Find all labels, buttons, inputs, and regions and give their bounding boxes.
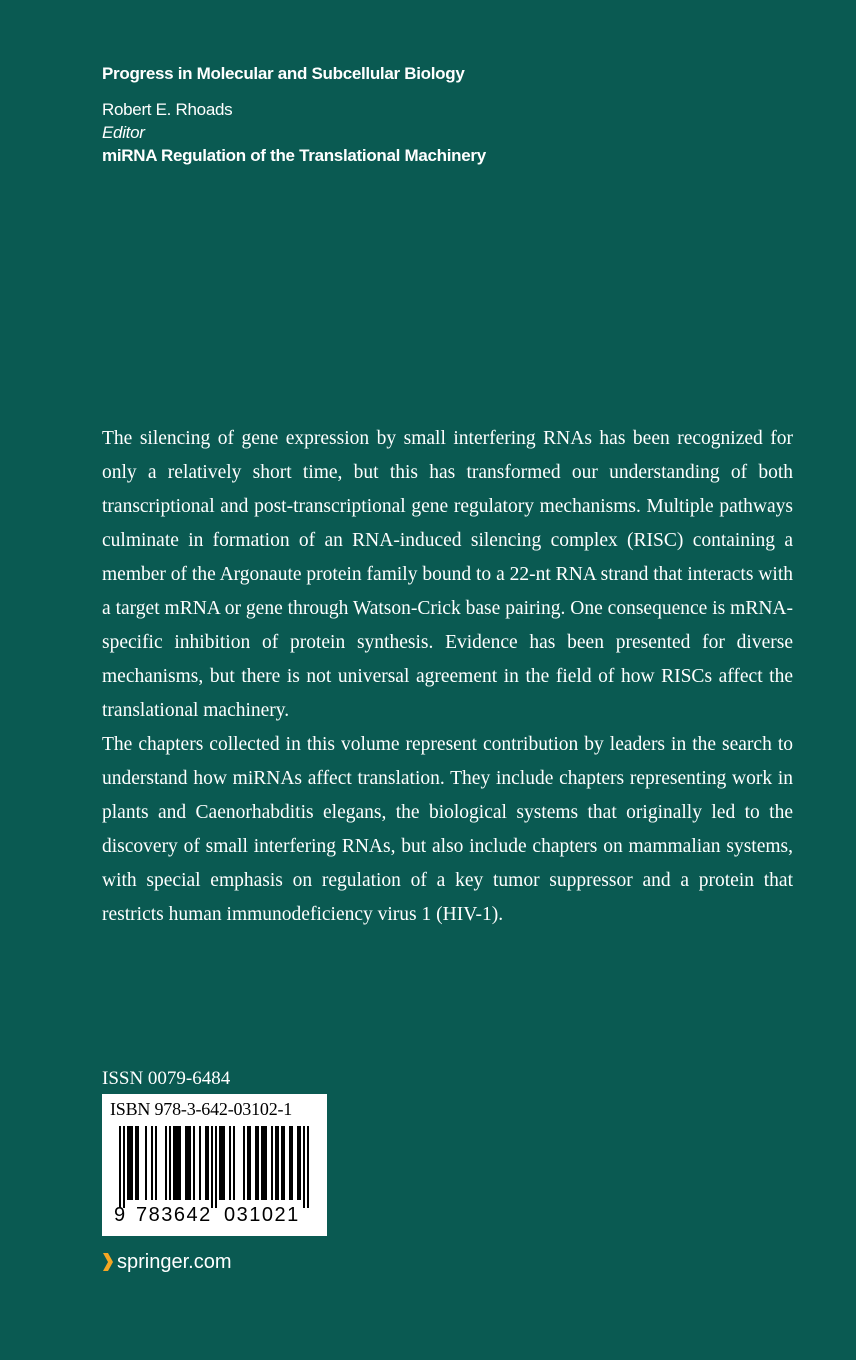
barcode-bar xyxy=(137,1126,139,1200)
barcode-bar xyxy=(275,1126,277,1200)
barcode-bar xyxy=(219,1126,221,1200)
barcode-bar xyxy=(243,1126,245,1200)
barcode-bar xyxy=(223,1126,225,1200)
barcode-bar xyxy=(297,1126,299,1200)
barcode-guard-bar xyxy=(123,1126,125,1208)
barcode-bar xyxy=(233,1126,235,1200)
barcode-bar xyxy=(173,1126,175,1200)
barcode-bar xyxy=(247,1126,249,1200)
barcode-bar xyxy=(255,1126,257,1200)
barcode-bar xyxy=(299,1126,301,1200)
blurb xyxy=(102,422,793,932)
book-title: miRNA Regulation of the Translational Machinery xyxy=(102,146,486,165)
barcode-bar xyxy=(291,1126,293,1200)
barcode-bar xyxy=(189,1126,191,1200)
header-block xyxy=(102,62,486,168)
barcode-bar xyxy=(151,1126,153,1200)
barcode-guard-bar xyxy=(119,1126,121,1208)
barcode-bar xyxy=(199,1126,201,1200)
barcode-bar xyxy=(187,1126,189,1200)
barcode-bar xyxy=(135,1126,137,1200)
barcode-bar xyxy=(257,1126,259,1200)
barcode-bar xyxy=(177,1126,179,1200)
barcode-bar xyxy=(207,1126,209,1200)
isbn-label: ISBN 978-3-642-03102-1 xyxy=(110,1099,293,1119)
barcode-box xyxy=(102,1094,327,1236)
barcode-bar xyxy=(193,1126,195,1200)
barcode-bar xyxy=(271,1126,273,1200)
publisher-link[interactable] xyxy=(102,1249,232,1275)
barcode-bar xyxy=(179,1126,181,1200)
barcode-digit-lead: 9 xyxy=(114,1204,126,1226)
blurb-paragraph-1: The silencing of gene expression by small interfering RNAs has been recognized for only a relatively short time, but this has transformed our understanding of both transcriptional and post-transcriptional gene regulatory mechanisms. Multiple pathways culminate in formation of an RNA-induced silencing complex (RISC) containing a member of the Argonaute protein family bound to a 22-nt RNA strand that interacts with a target mRNA or gene through Watson-Crick base pairing. One consequence is mRNA-specific inhibition of protein synthesis. Evidence has been presented for diverse mechanisms, but there is not universal agreement in the field of how RISCs affect the translational machinery. xyxy=(102,428,793,721)
barcode-guard-bar xyxy=(215,1126,217,1208)
barcode-bar xyxy=(263,1126,265,1200)
barcode-bars xyxy=(102,1124,327,1208)
barcode-bar xyxy=(127,1126,129,1200)
barcode-guard-bar xyxy=(211,1126,213,1208)
barcode-bar xyxy=(145,1126,147,1200)
barcode-bar xyxy=(165,1126,167,1200)
barcode-bar xyxy=(205,1126,207,1200)
barcode-bar xyxy=(277,1126,279,1200)
series-title: Progress in Molecular and Subcellular Biology xyxy=(102,64,465,83)
barcode-bar xyxy=(229,1126,231,1200)
barcode-bar xyxy=(155,1126,157,1200)
barcode-bar xyxy=(221,1126,223,1200)
chevron-right-icon xyxy=(102,1252,114,1272)
barcode-bar xyxy=(129,1126,131,1200)
barcode-digit-group-1: 783642 xyxy=(136,1204,212,1226)
barcode-bar xyxy=(281,1126,283,1200)
blurb-paragraph-2: The chapters collected in this volume represent contribution by leaders in the search to understand how miRNAs affect translation. They include chapters representing work in plants and Caenorhabditis elegans, the biological systems that originally led to the discovery of small interfering RNAs, but also include chapters on mammalian systems, with special emphasis on regulation of a key tumor suppressor and a protein that restricts human immunodeficiency virus 1 (HIV-1). xyxy=(102,734,793,925)
barcode-bar xyxy=(169,1126,171,1200)
issn-text: ISSN 0079-6484 xyxy=(102,1068,231,1089)
editor-role: Editor xyxy=(102,123,145,142)
barcode-guard-bar xyxy=(303,1126,305,1208)
barcode-bar xyxy=(185,1126,187,1200)
barcode-bar xyxy=(289,1126,291,1200)
barcode-bar xyxy=(175,1126,177,1200)
barcode-guard-bar xyxy=(307,1126,309,1208)
barcode-bar xyxy=(131,1126,133,1200)
barcode-bar xyxy=(261,1126,263,1200)
editor-name: Robert E. Rhoads xyxy=(102,100,233,119)
barcode-bar xyxy=(265,1126,267,1200)
barcode-bar xyxy=(283,1126,285,1200)
barcode-bar xyxy=(249,1126,251,1200)
barcode-digit-group-2: 031021 xyxy=(224,1204,300,1226)
publisher-url[interactable]: springer.com xyxy=(117,1251,232,1273)
